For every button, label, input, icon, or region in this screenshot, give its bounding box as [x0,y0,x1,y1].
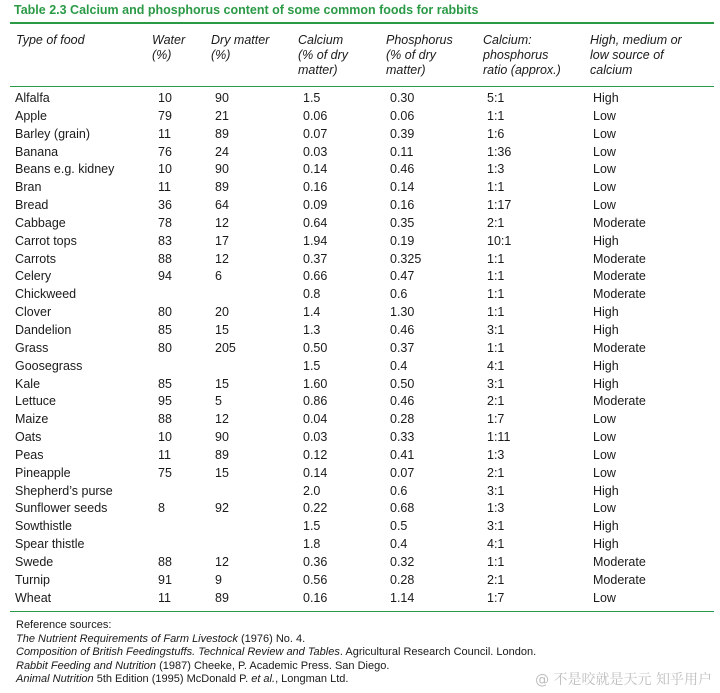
table-cell: 15 [215,376,229,391]
table-cell: 1:3 [487,447,505,462]
table-cell: 85 [158,376,172,391]
table-cell: 1.60 [303,376,328,391]
table-cell: 2:1 [487,215,505,230]
table-cell: 0.09 [303,198,328,213]
table-cell: 89 [215,590,229,605]
column-header-line: (%) [211,48,231,62]
table-row [10,572,714,590]
table-cell: Banana [15,144,59,159]
table-cell: 0.64 [303,215,328,230]
table-cell: Low [593,501,616,516]
table-cell: 0.325 [390,251,422,266]
table-cell: 75 [158,465,172,480]
table-title: Table 2.3 Calcium and phosphorus content of some common foods for rabbits [14,3,479,17]
table-cell: High [593,376,619,391]
table-cell: 0.39 [390,126,415,141]
table-cell: 80 [158,340,172,355]
table-row [10,358,714,376]
table-cell: Low [593,126,616,141]
column-header [483,33,561,78]
table-row [10,340,714,358]
table-row [10,536,714,554]
table-cell: 5 [215,394,222,409]
table-cell: High [593,358,619,373]
table-cell: 0.19 [390,233,415,248]
table-cell: Barley (grain) [15,126,91,141]
table-cell: Moderate [593,340,646,355]
table-cell: 10:1 [487,233,512,248]
table-cell: Alfalfa [15,91,50,105]
table-cell: 88 [158,554,172,569]
column-header-line: Water [152,33,186,47]
table-cell: 0.06 [390,108,415,123]
table-cell: 1:1 [487,287,505,302]
column-header [298,33,348,78]
table-cell: Low [593,162,616,177]
table-row [10,376,714,394]
table-cell: 24 [215,144,229,159]
table-cell: Wheat [15,590,52,605]
table-cell: 1.3 [303,322,321,337]
table-cell: Swede [15,554,54,569]
table-row [10,429,714,447]
table-cell: 92 [215,501,229,516]
table-cell: High [593,305,619,320]
table-cell: 85 [158,322,172,337]
table-cell: 0.8 [303,287,321,302]
table-cell: 0.33 [390,430,415,445]
table-cell: 1:1 [487,340,505,355]
table-cell: Spear thistle [15,537,85,552]
table-cell: 0.16 [303,590,328,605]
table-row [10,251,714,269]
table-cell: Carrot tops [15,233,77,248]
table-cell: Kale [15,376,41,391]
column-header-line: ratio (approx.) [483,63,561,77]
table-cell: 0.28 [390,572,415,587]
table-cell: 1:36 [487,144,512,159]
table-cell: 0.47 [390,269,415,284]
table-cell: 4:1 [487,358,505,373]
table-cell: Beans e.g. kidney [15,162,115,177]
table-cell: Moderate [593,287,646,302]
column-header [590,33,682,78]
table-row [10,447,714,465]
table-row [10,554,714,572]
table-cell: Peas [15,447,44,462]
table-row [10,215,714,233]
table-cell: 0.37 [390,340,415,355]
table-cell: 17 [215,233,229,248]
table-row [10,108,714,126]
table-cell: 0.50 [303,340,328,355]
table-cell: Low [593,465,616,480]
table-cell: 21 [215,108,229,123]
table-row [10,393,714,411]
table-cell: 1:1 [487,251,505,266]
table-cell: 0.56 [303,572,328,587]
column-header-line: matter) [298,63,338,77]
table-cell: High [593,91,619,105]
table-cell: Pineapple [15,465,71,480]
reference-text: et al. [251,673,276,685]
title-bar [10,0,714,24]
reference-heading: Reference sources: [16,619,112,631]
table-cell: 1:1 [487,305,505,320]
table-cell: Moderate [593,394,646,409]
table-row [10,500,714,518]
table-cell: Moderate [593,554,646,569]
table-row [10,179,714,197]
table-cell: 0.86 [303,394,328,409]
reference-text: , Longman Ltd. [275,673,349,685]
table-cell: 0.11 [390,144,414,159]
table-cell: Sowthistle [15,519,72,534]
table-cell: Goosegrass [15,358,83,373]
table-cell: 91 [158,572,172,587]
reference-text: . Agricultural Research Council. London. [339,646,537,658]
table-cell: 95 [158,394,172,409]
table-cell: 0.03 [303,430,328,445]
table-cell: 1:17 [487,198,512,213]
table-cell: 2:1 [487,572,505,587]
table-cell: 15 [215,465,229,480]
reference-text: (1987) Cheeke, P. Academic Press. San Diego. [156,659,390,672]
table-cell: 1:3 [487,162,505,177]
table-cell: High [593,322,619,337]
table-cell: 1:7 [487,412,505,427]
table-cell: Turnip [15,572,50,587]
table-cell: 11 [158,447,171,462]
reference-item [16,646,536,660]
table-cell: 12 [215,215,229,230]
table-cell: Moderate [593,572,646,587]
table-cell: 11 [158,590,171,605]
table-cell: 1:1 [487,269,505,284]
table-cell: 0.66 [303,269,328,284]
table-cell: 0.4 [390,537,408,552]
table-cell: 89 [215,126,229,141]
column-header-line: low source of [590,48,664,62]
reference-text: Composition of British Feedingstuffs. Technical Review and Tables [16,646,340,658]
column-header-line: (% of dry [386,48,437,62]
table-row [10,518,714,536]
table-row [10,465,714,483]
table-cell: 1.5 [303,91,321,105]
table-cell: Moderate [593,269,646,284]
reference-text: The Nutrient Requirements of Farm Livestock [16,632,238,645]
table-cell: 2.0 [303,483,321,498]
table-cell: 90 [215,430,229,445]
table-cell: 83 [158,233,172,248]
table-cell: 0.06 [303,108,328,123]
table-cell: 0.4 [390,358,408,373]
column-header-line: Dry matter [211,33,270,47]
reference-item [16,673,536,687]
reference-item [16,633,536,647]
table-cell: 0.68 [390,501,415,516]
column-header-line: High, medium or [590,33,682,47]
table-cell: 0.12 [303,447,328,462]
table-row [10,90,714,108]
table-cell: Apple [15,108,47,123]
table-cell: 0.6 [390,287,408,302]
table-cell: 0.16 [303,180,328,195]
table-cell: 205 [215,340,236,355]
table-cell: High [593,483,619,498]
table-cell: 8 [158,501,165,516]
table-cell: 1:1 [487,554,505,569]
table-cell: Lettuce [15,394,57,409]
column-header-line: (%) [152,48,172,62]
table-cell: 10 [158,430,172,445]
table-cell: 88 [158,251,172,266]
column-header-line: (% of dry [298,48,349,62]
table-cell: Low [593,447,616,462]
table-cell: Maize [15,412,49,427]
table-row [10,161,714,179]
table-cell: 0.36 [303,554,328,569]
table-cell: 0.35 [390,215,415,230]
table-cell: 90 [215,91,229,105]
table-cell: 89 [215,447,229,462]
watermark: @ 不是咬就是天元 知乎用户 [535,672,712,688]
table-cell: 0.32 [390,554,415,569]
table-cell: 0.14 [303,465,328,480]
column-header-line: Type of food [16,33,85,47]
reference-text: Rabbit Feeding and Nutrition [16,659,157,672]
table-cell: 1.5 [303,519,321,534]
table-cell: 1:3 [487,501,505,516]
bottom-rule [10,611,714,612]
table-cell: 3:1 [487,376,505,391]
table-cell: 0.6 [390,483,408,498]
table-row [10,126,714,144]
table-cell: 1.30 [390,305,415,320]
table-cell: 1:1 [487,108,505,123]
table-cell: 9 [215,572,222,587]
table-cell: Low [593,144,616,159]
table-cell: 0.07 [303,126,328,141]
table-cell: 0.46 [390,322,415,337]
column-header [211,33,269,63]
table-cell: 80 [158,305,172,320]
table-cell: 0.04 [303,412,328,427]
table-row [10,590,714,608]
table-cell: High [593,233,619,248]
header-rule [10,86,714,87]
table-cell: 88 [158,412,172,427]
reference-text: (1976) No. 4. [237,632,306,645]
table-cell: 0.07 [390,465,415,480]
reference-text: 5th Edition (1995) McDonald P. [93,673,252,685]
table-cell: 0.28 [390,412,415,427]
table-cell: 11 [158,180,171,195]
table-cell: Dandelion [15,322,72,337]
table-cell: Carrots [15,251,56,266]
table-row [10,483,714,501]
table-row [10,322,714,340]
column-header-line: matter) [386,63,426,77]
table-cell: Low [593,198,616,213]
table-cell: 5:1 [487,91,505,105]
table-row [10,144,714,162]
column-header-line: calcium [590,63,633,77]
table-cell: 1.94 [303,233,328,248]
table-cell: 3:1 [487,519,505,534]
data-table [10,90,714,607]
table-row [10,286,714,304]
reference-list [16,633,536,687]
table-cell: 0.16 [390,198,415,213]
table-cell: 3:1 [487,322,505,337]
table-cell: 0.5 [390,519,408,534]
table-cell: 12 [215,412,229,427]
column-header [16,33,85,48]
table-cell: 1.14 [390,590,415,605]
table-cell: Celery [15,269,52,284]
table-cell: 4:1 [487,537,505,552]
table-cell: Low [593,590,616,605]
table-cell: 0.30 [390,91,415,105]
reference-text: Animal Nutrition [16,673,94,685]
table-cell: Low [593,412,616,427]
table-cell: 1.8 [303,537,321,552]
table-cell: High [593,519,619,534]
table-cell: 2:1 [487,465,505,480]
table-cell: Clover [15,305,52,320]
column-header-line: Calcium: [483,33,532,47]
table-cell: 0.22 [303,501,328,516]
table-cell: Low [593,180,616,195]
table-body [10,90,714,607]
table-cell: Oats [15,430,42,445]
table-cell: 1:11 [487,430,511,445]
table-cell: 11 [158,126,171,141]
table-cell: 1:1 [487,180,505,195]
table-cell: 10 [158,162,172,177]
table-cell: 20 [215,305,229,320]
table-cell: 78 [158,215,172,230]
table-cell: Bread [15,198,49,213]
column-header-line: phosphorus [483,48,549,62]
table-cell: 0.41 [390,447,415,462]
table-cell: 1.4 [303,305,321,320]
column-header [386,33,453,78]
table-cell: Grass [15,340,49,355]
table-cell: 76 [158,144,172,159]
table-cell: Cabbage [15,215,66,230]
table-cell: 0.14 [303,162,328,177]
table-row [10,197,714,215]
reference-sources [16,619,536,687]
table-cell: 0.46 [390,394,415,409]
table-cell: Shepherd’s purse [15,483,113,498]
table-cell: 94 [158,269,172,284]
table-cell: Moderate [593,215,646,230]
table-cell: Chickweed [15,287,77,302]
table-cell: 1.5 [303,358,321,373]
table-cell: 79 [158,108,172,123]
table-cell: Low [593,430,616,445]
table-cell: 0.03 [303,144,328,159]
table-cell: 2:1 [487,394,505,409]
table-cell: 10 [158,91,172,105]
table-cell: Bran [15,180,42,195]
table-cell: 64 [215,198,229,213]
table-row [10,411,714,429]
table-cell: 90 [215,162,229,177]
table-row [10,233,714,251]
table-cell: 0.46 [390,162,415,177]
table-cell: 0.37 [303,251,328,266]
table-cell: 1:7 [487,590,505,605]
table-cell: 15 [215,322,229,337]
table-cell: Moderate [593,251,646,266]
table-cell: High [593,537,619,552]
reference-item [16,660,536,674]
table-row [10,304,714,322]
table-cell: 6 [215,269,222,284]
table-cell: 1:6 [487,126,505,141]
table-cell: 0.14 [390,180,415,195]
table-cell: Low [593,108,616,123]
table-cell: Sunflower seeds [15,501,108,516]
table-cell: 12 [215,554,229,569]
table-cell: 0.50 [390,376,415,391]
column-header [152,33,185,63]
table-row [10,268,714,286]
table-cell: 89 [215,180,229,195]
column-header-line: Phosphorus [386,33,453,47]
table-cell: 12 [215,251,229,266]
table-cell: 36 [158,198,172,213]
table-cell: 3:1 [487,483,505,498]
column-header-line: Calcium [298,33,344,47]
